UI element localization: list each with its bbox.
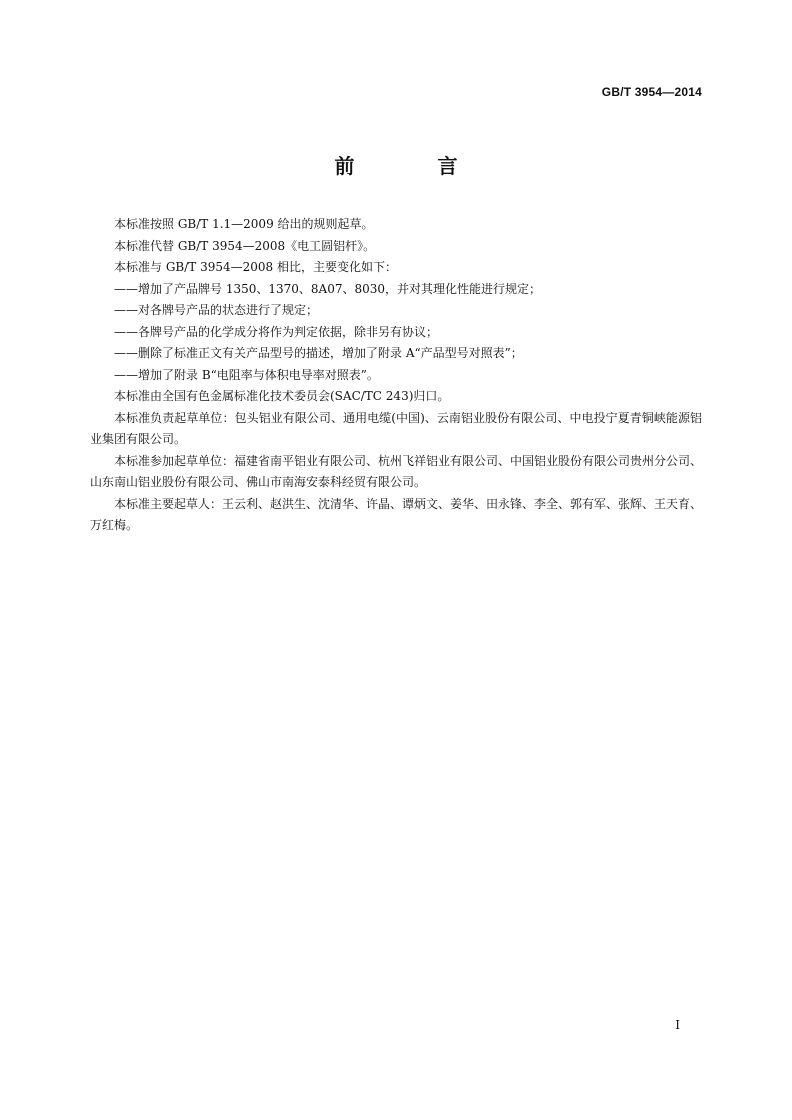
change-item-5: ——增加了附录 B“电阻率与体积电导率对照表”。 — [114, 367, 379, 382]
paragraph-lead-drafters: 本标准负责起草单位：包头铝业有限公司、通用电缆(中国)、云南铝业股份有限公司、中电投宁夏青铜峡能源铝业集团有限公司。 — [90, 410, 702, 446]
foreword-body — [90, 214, 702, 537]
paragraph-participating-drafters: 本标准参加起草单位：福建省南平铝业有限公司、杭州飞祥铝业有限公司、中国铝业股份有限公司贵州分公司、山东南山铝业股份有限公司、佛山市南海安泰科经贸有限公司。 — [90, 453, 703, 489]
change-item-2: ——对各牌号产品的状态进行了规定； — [114, 303, 319, 317]
change-item-1: ——增加了产品牌号 1350、1370、8A07、8030，并对其理化性能进行规定； — [114, 281, 542, 296]
paragraph-drafting-rules: 本标准按照 GB/T 1.1—2009 给出的规则起草。 — [114, 217, 374, 231]
paragraph-main-authors: 本标准主要起草人：王云利、赵洪生、沈清华、许晶、谭炳文、姜华、田永锋、李全、郭有军、张辉、王天育、万红梅。 — [90, 496, 703, 532]
paragraph-committee: 本标准由全国有色金属标准化技术委员会(SAC/TC 243)归口。 — [114, 389, 450, 403]
page-number: I — [675, 1018, 680, 1032]
paragraph-main-changes: 本标准与 GB/T 3954—2008 相比，主要变化如下： — [114, 260, 397, 274]
page-title: 前 言 — [334, 154, 496, 178]
change-item-4: ——删除了标准正文有关产品型号的描述，增加了附录 A“产品型号对照表”； — [114, 346, 523, 360]
paragraph-replaces: 本标准代替 GB/T 3954—2008《电工圆铝杆》。 — [114, 238, 376, 253]
standard-code: GB/T 3954—2014 — [601, 85, 702, 99]
change-item-3: ——各牌号产品的化学成分将作为判定依据，除非另有协议； — [114, 324, 439, 339]
